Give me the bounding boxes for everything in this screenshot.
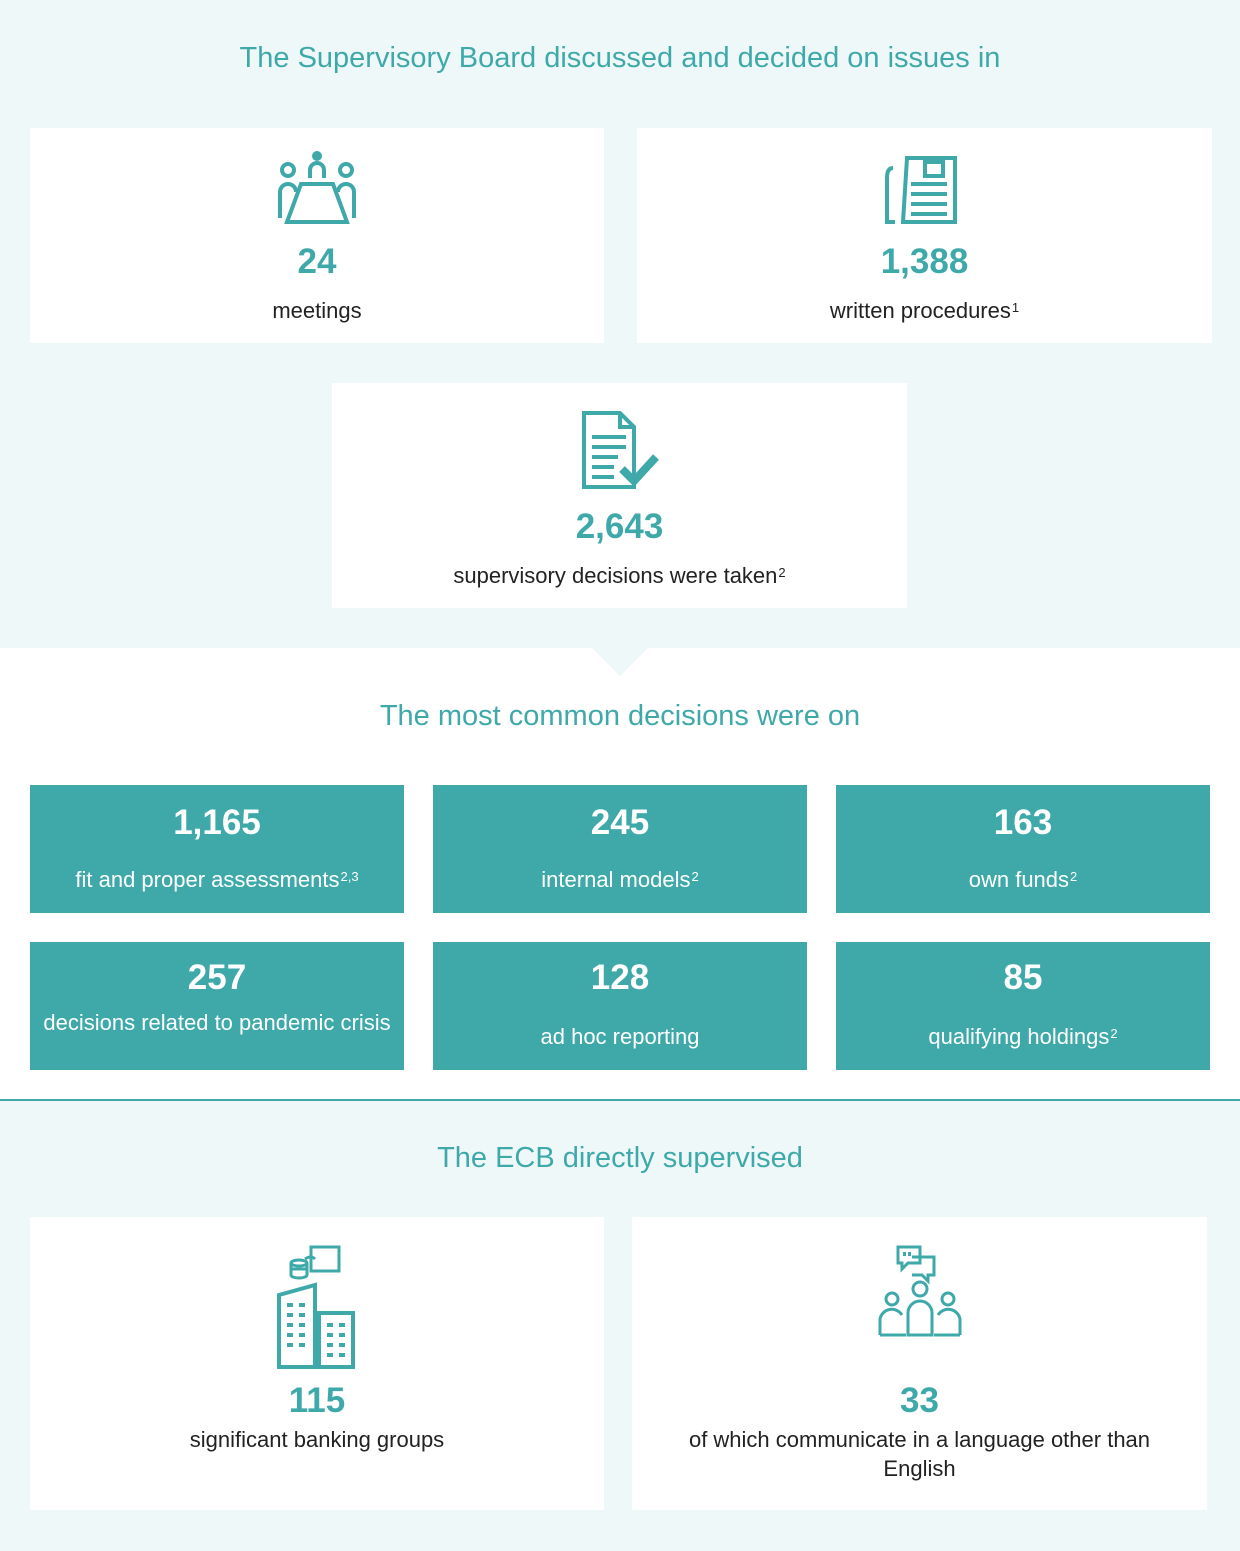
banking-groups-card <box>30 1217 604 1510</box>
tile-value: 163 <box>993 803 1053 842</box>
tile-value: 85 <box>1003 958 1043 997</box>
section2-heading: The most common decisions were on <box>379 700 861 732</box>
tile-value: 245 <box>590 803 650 842</box>
language-value: 33 <box>900 1381 939 1420</box>
document-icon <box>885 148 965 226</box>
decision-tile-own-funds <box>836 785 1210 913</box>
banking-groups-label: significant banking groups <box>189 1427 445 1452</box>
tile-label: fit and proper assessments$^{2,3}$ <box>75 867 359 892</box>
tile-value: 1,165 <box>173 803 261 842</box>
tile-label: own funds$^2$ <box>968 867 1078 892</box>
decision-tile-fit-proper <box>30 785 404 913</box>
supervisory-decisions-card <box>332 383 907 608</box>
meetings-value: 24 <box>297 242 337 281</box>
written-procedures-label: written procedures$^1$ <box>829 298 1020 323</box>
decision-tile-qualifying-holdings <box>836 942 1210 1070</box>
tile-value: 128 <box>590 958 650 997</box>
meetings-card <box>30 128 604 343</box>
tile-value: 257 <box>187 958 247 997</box>
written-procedures-card <box>637 128 1212 343</box>
banking-groups-value: 115 <box>288 1381 346 1420</box>
tile-label: ad hoc reporting <box>540 1024 700 1049</box>
meeting-table-icon <box>277 148 357 226</box>
language-card <box>632 1217 1207 1510</box>
decision-tile-ad-hoc <box>433 942 807 1070</box>
written-procedures-value: 1,388 <box>880 242 969 281</box>
section3-heading: The ECB directly supervised <box>437 1142 803 1174</box>
section-pointer <box>590 646 650 676</box>
decision-tile-internal-models <box>433 785 807 913</box>
supervisory-decisions-label: supervisory decisions were taken$^2$ <box>453 563 786 588</box>
language-label: of which communicate in a language other than English <box>688 1427 1151 1481</box>
tile-label: decisions related to pandemic crisis <box>43 1010 391 1035</box>
meetings-label: meetings <box>272 298 362 323</box>
supervisory-decisions-value: 2,643 <box>575 507 664 546</box>
decision-tile-pandemic <box>30 942 404 1070</box>
tile-label: qualifying holdings$^2$ <box>928 1024 1118 1049</box>
section1-heading: The Supervisory Board discussed and decided on issues in <box>239 42 1001 74</box>
checked-document-icon <box>578 409 662 493</box>
bank-buildings-icon <box>275 1245 359 1369</box>
tile-label: internal models$^2$ <box>541 867 699 892</box>
people-speech-icon <box>878 1245 962 1341</box>
